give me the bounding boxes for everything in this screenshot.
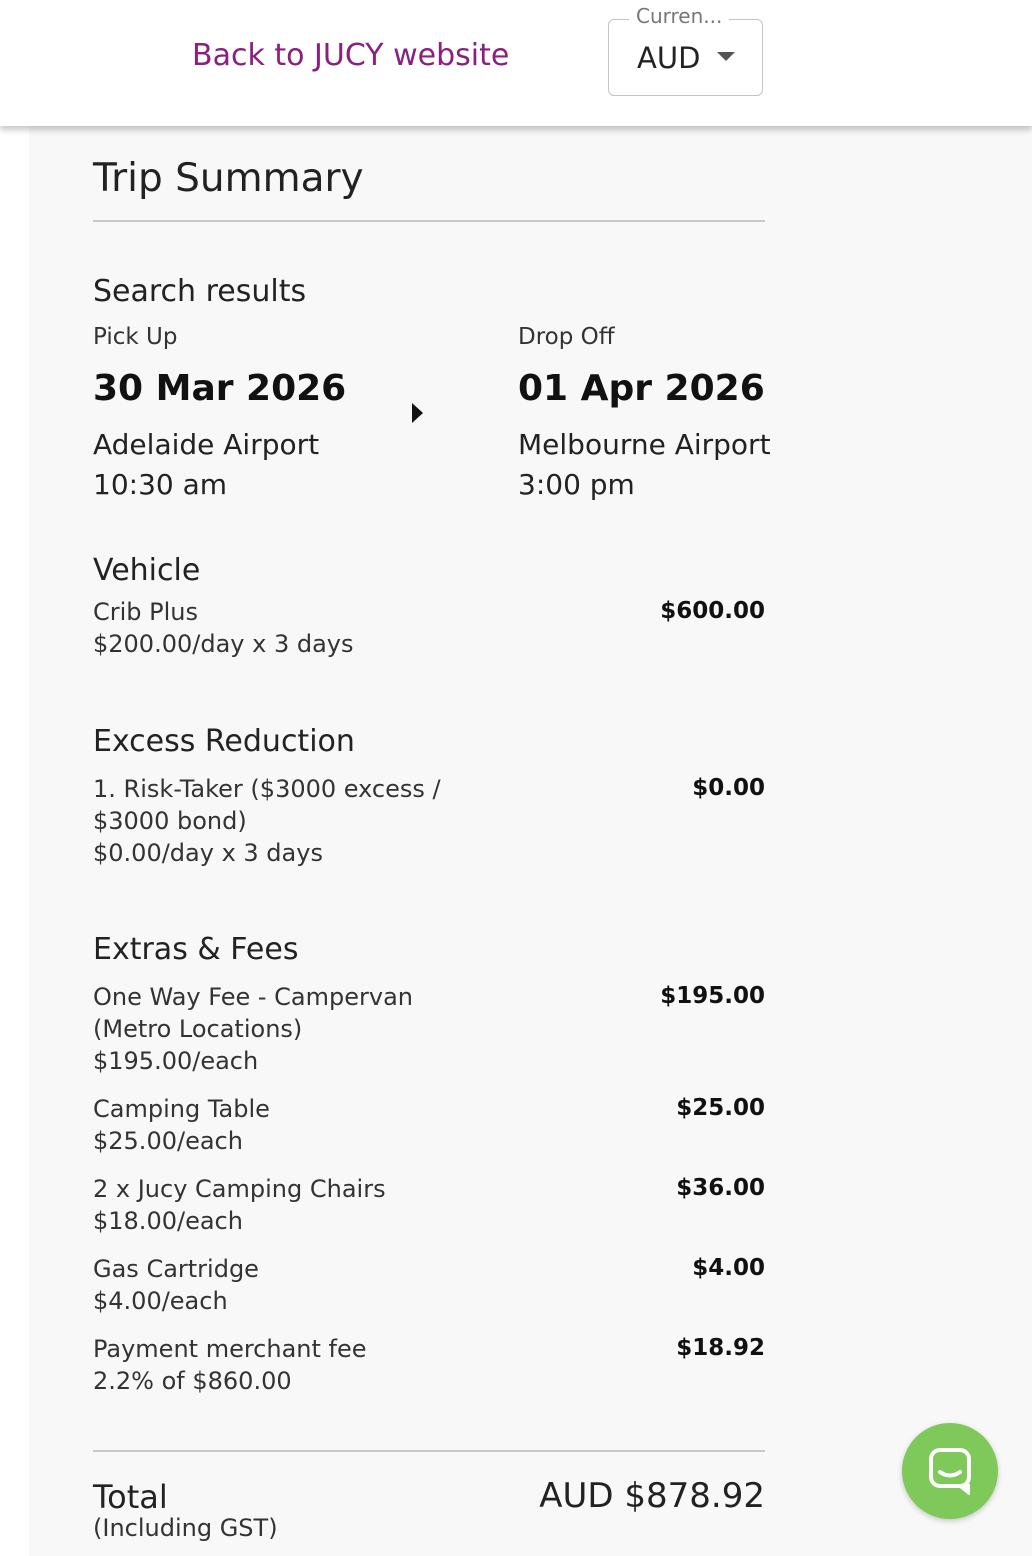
total-divider — [93, 1450, 765, 1452]
chat-button[interactable] — [902, 1423, 998, 1519]
dropoff-label: Drop Off — [518, 324, 615, 350]
currency-select[interactable] — [608, 4, 763, 96]
page-title: Trip Summary — [93, 156, 364, 201]
excess-heading: Excess Reduction — [93, 724, 355, 759]
extra-name-line1: 2 x Jucy Camping Chairs — [93, 1175, 386, 1203]
pickup-time: 10:30 am — [93, 468, 228, 501]
arrow-right-icon — [412, 403, 423, 423]
extra-rate: $195.00/each — [93, 1047, 259, 1075]
vehicle-price: $600.00 — [660, 598, 765, 624]
vehicle-rate: $200.00/day x 3 days — [93, 630, 354, 658]
extra-rate: $18.00/each — [93, 1207, 243, 1235]
title-divider — [93, 220, 765, 222]
list-item — [93, 1093, 270, 1157]
excess-rate: $0.00/day x 3 days — [93, 839, 323, 867]
pickup-label: Pick Up — [93, 324, 178, 350]
extra-price: $4.00 — [692, 1255, 765, 1281]
dropoff-location: Melbourne Airport — [518, 428, 771, 461]
extra-name-line1: Camping Table — [93, 1095, 270, 1123]
trip-summary-panel — [29, 126, 1032, 1556]
excess-name-line2: $3000 bond) — [93, 807, 247, 835]
pickup-location: Adelaide Airport — [93, 428, 320, 461]
extra-rate: $4.00/each — [93, 1287, 228, 1315]
chat-icon — [902, 1423, 998, 1519]
extra-price: $18.92 — [676, 1335, 765, 1361]
list-item — [93, 981, 413, 1077]
extra-name-line1: One Way Fee - Campervan — [93, 983, 414, 1011]
excess-price: $0.00 — [692, 775, 765, 801]
vehicle-heading: Vehicle — [93, 553, 201, 588]
dropoff-time: 3:00 pm — [518, 468, 635, 501]
vehicle-line — [93, 596, 353, 660]
back-to-website-link[interactable]: Back to JUCY website — [192, 38, 510, 73]
list-item — [93, 1333, 367, 1397]
list-item — [93, 1253, 259, 1317]
extra-name-line2: (Metro Locations) — [93, 1015, 303, 1043]
currency-select-value: AUD — [637, 41, 701, 75]
pickup-date: 30 Mar 2026 — [93, 368, 347, 409]
total-sublabel: (Including GST) — [93, 1514, 278, 1542]
list-item — [93, 1173, 386, 1237]
extra-price: $36.00 — [676, 1175, 765, 1201]
excess-name-line1: 1. Risk-Taker ($3000 excess / — [93, 775, 441, 803]
currency-select-label: Curren... — [629, 4, 729, 28]
extra-name-line1: Payment merchant fee — [93, 1335, 367, 1363]
top-header — [0, 0, 1032, 126]
total-label: Total — [93, 1478, 168, 1516]
extra-price: $25.00 — [676, 1095, 765, 1121]
dropoff-date: 01 Apr 2026 — [518, 368, 765, 409]
extra-rate: 2.2% of $860.00 — [93, 1367, 292, 1395]
excess-line — [93, 773, 441, 869]
total-amount: AUD $878.92 — [539, 1476, 765, 1516]
caret-down-icon — [717, 52, 735, 61]
extra-rate: $25.00/each — [93, 1127, 243, 1155]
extras-heading: Extras & Fees — [93, 932, 299, 967]
extra-name-line1: Gas Cartridge — [93, 1255, 259, 1283]
extra-price: $195.00 — [660, 983, 765, 1009]
search-results-heading: Search results — [93, 274, 307, 309]
vehicle-name: Crib Plus — [93, 598, 199, 626]
